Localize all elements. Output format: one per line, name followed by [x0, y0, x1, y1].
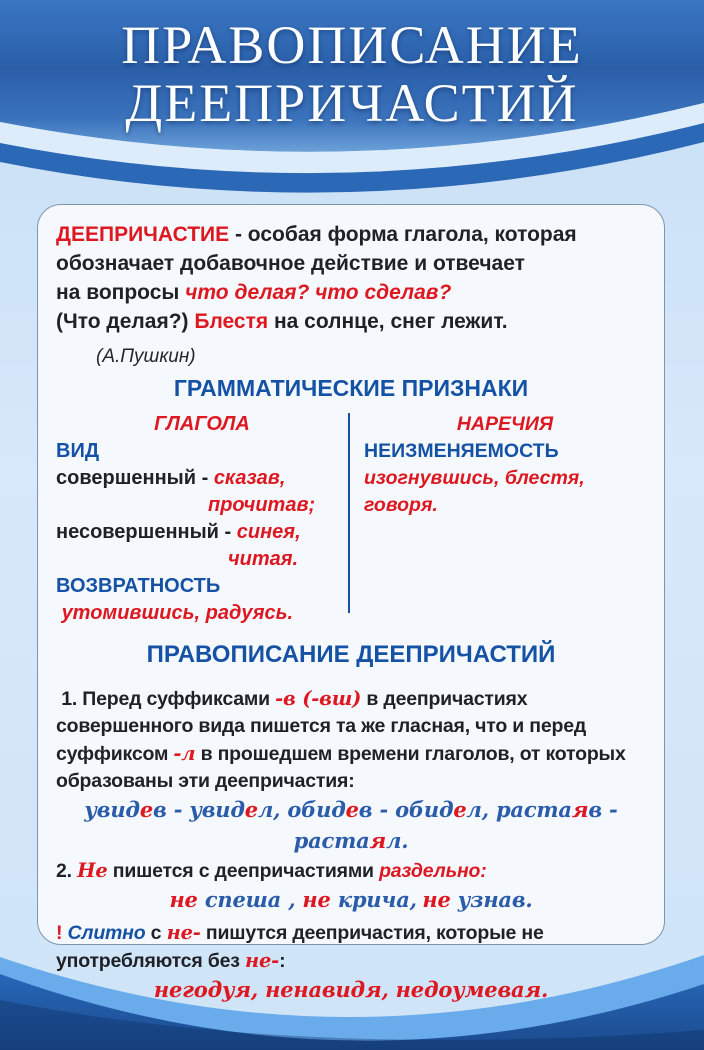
grammar-heading: ГРАММАТИЧЕСКИЕ ПРИЗНАКИ [173, 375, 529, 401]
text-segment: с [145, 922, 167, 944]
text-line [56, 885, 646, 916]
text-segment: не [422, 887, 458, 912]
text-segment: синея, [236, 521, 301, 543]
text-line [56, 919, 646, 947]
text-line [56, 307, 646, 366]
text-segment: узнав. [457, 887, 533, 912]
text-line [56, 438, 348, 465]
text-segment: л. [386, 828, 409, 853]
text-segment: л, [257, 797, 281, 822]
text-segment: ДЕЕПРИЧАСТИЕ [56, 223, 230, 246]
text-segment: что делая? что сделав? [185, 281, 452, 304]
text-segment: изогнувшись, блестя, говоря. [364, 467, 591, 516]
text-line [364, 438, 646, 465]
text-line [364, 465, 646, 519]
grammar-column-verb [56, 411, 348, 627]
text-segment: Блестя [194, 310, 269, 333]
text-segment: не [302, 887, 338, 912]
text-line [56, 465, 348, 492]
text-segment: я [571, 797, 589, 822]
text-segment: увид [84, 797, 140, 822]
text-segment: -в (-вш) [275, 687, 362, 710]
text-line [56, 573, 348, 600]
text-segment: пишется с деепричастиями [107, 860, 380, 882]
text-segment: (А.Пушкин) [96, 346, 196, 367]
text-segment: совершенный - [56, 467, 214, 489]
text-segment: образованы эти деепричастия: [56, 770, 355, 792]
text-line [56, 713, 646, 740]
text-segment: не [169, 887, 205, 912]
text-segment: читая. [228, 548, 299, 570]
text-segment: раста [488, 797, 572, 822]
text-segment: употребляются без [56, 950, 245, 972]
text-segment: в прошедшем времени глаголов, от которых [195, 743, 626, 765]
text-segment: раздельно: [379, 860, 487, 882]
text-segment: -л [173, 742, 196, 765]
text-segment: пишутся деепричастия, которые не [200, 922, 544, 944]
text-segment: е [139, 797, 154, 822]
text-line [56, 685, 646, 713]
text-segment: - особая форма глагола, которая [229, 223, 577, 246]
poster-title-line2: ДЕЕПРИЧАСТИЙ [125, 73, 579, 133]
definition-block [56, 220, 646, 366]
text-segment: ГЛАГОЛА [154, 413, 250, 435]
text-segment: 1. Перед суффиксами [56, 688, 276, 710]
text-segment: спеша , [204, 887, 303, 912]
text-segment: Не [77, 859, 108, 882]
text-segment: НЕИЗМЕНЯЕМОСТЬ [364, 440, 559, 462]
text-segment: в - обид [358, 797, 454, 822]
text-segment: ! [56, 922, 68, 944]
text-segment: сказав, [213, 467, 286, 489]
text-line [56, 492, 348, 519]
text-segment: Слитно [67, 922, 146, 944]
grammar-columns [56, 411, 646, 627]
text-line [56, 768, 646, 795]
text-segment: суффиксом [56, 743, 174, 765]
rules-heading: ПРАВОПИСАНИЕ ДЕЕПРИЧАСТИЙ [146, 641, 556, 668]
text-segment: не- [166, 921, 201, 944]
text-segment: 2. [56, 860, 78, 882]
text-segment: совершенного вида пишется та же гласная, что и перед [56, 715, 587, 737]
text-segment: обид [280, 797, 346, 822]
text-segment: несовершенный - [56, 521, 237, 543]
text-segment: в деепричастиях [361, 688, 528, 710]
text-segment: (Что делая?) [56, 310, 195, 333]
text-segment: на вопросы [56, 281, 186, 304]
text-segment: в - увид [153, 797, 245, 822]
text-segment: прочитав; [208, 494, 316, 516]
text-segment: : [279, 950, 286, 972]
text-line [56, 795, 646, 857]
poster-title-line1: ПРАВОПИСАНИЕ [121, 15, 583, 75]
text-line [56, 857, 646, 885]
rules-block [56, 685, 646, 1006]
text-segment: л, [466, 797, 489, 822]
text-line [56, 249, 646, 278]
text-segment: е [244, 797, 258, 822]
text-line [56, 220, 646, 249]
content-card [37, 204, 665, 1002]
text-line [56, 975, 646, 1006]
text-segment: крича, [337, 887, 417, 912]
text-segment: на солнце, снег лежит. [268, 310, 508, 333]
text-segment: ВОЗВРАТНОСТЬ [56, 575, 221, 597]
text-line [56, 411, 348, 438]
text-line [56, 278, 646, 307]
text-segment: утомившись, радуясь. [56, 602, 294, 624]
text-segment: негодуя, ненавидя, недоумевая. [153, 977, 549, 1002]
text-segment: не- [244, 949, 280, 972]
text-segment: НАРЕЧИЯ [456, 413, 554, 435]
text-line [56, 546, 348, 573]
poster-title [0, 16, 704, 132]
grammar-column-adverb [350, 411, 646, 627]
text-line [364, 411, 646, 438]
text-segment: я [369, 828, 387, 853]
text-segment: обозначает добавочное действие и отвечает [56, 252, 525, 275]
text-line [56, 519, 348, 546]
text-segment: ВИД [56, 440, 100, 462]
text-line [56, 600, 348, 627]
text-line [56, 947, 646, 975]
text-segment: е [453, 797, 467, 822]
text-segment: е [345, 797, 359, 822]
text-line [56, 740, 646, 768]
text-segment: в - раста [293, 797, 625, 853]
